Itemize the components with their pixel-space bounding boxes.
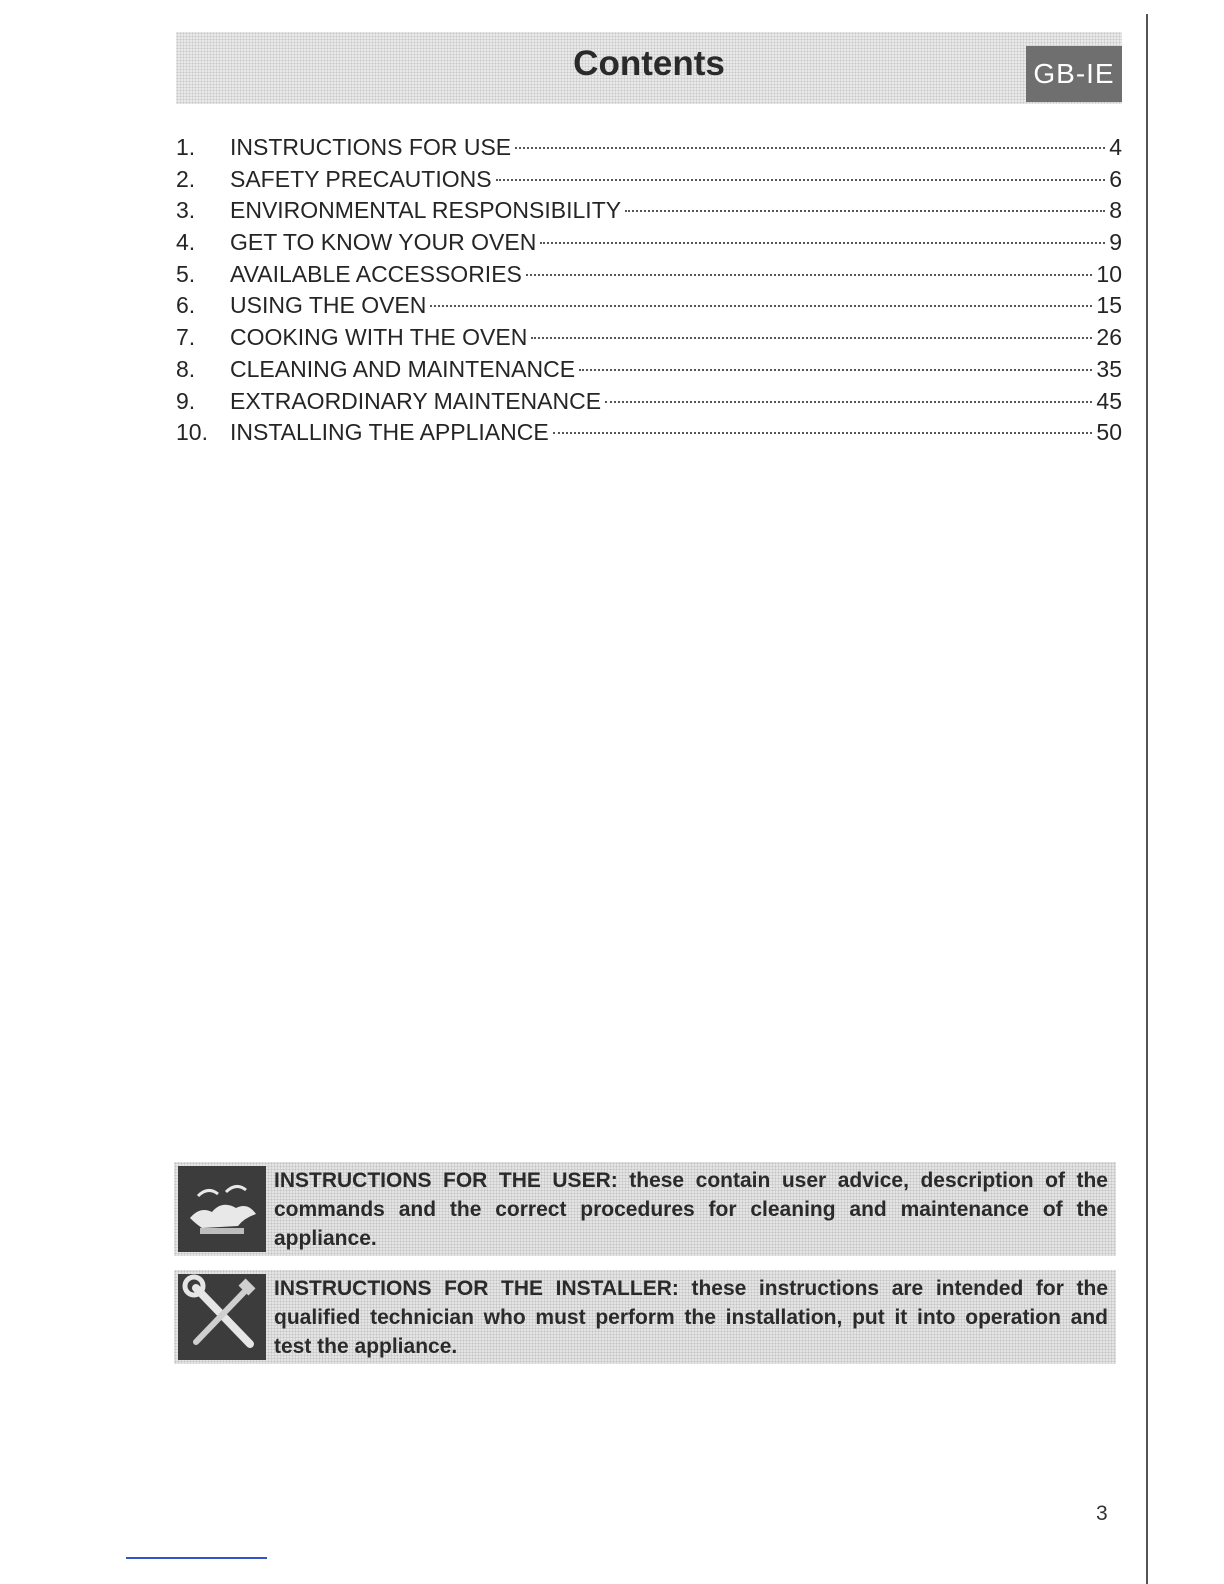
toc-entry-number: 8. — [176, 355, 196, 382]
toc-dot-leader — [553, 432, 1093, 434]
toc-dot-leader — [625, 210, 1105, 212]
contents-header — [176, 32, 1122, 104]
toc-dot-leader — [430, 305, 1092, 307]
footer-link-rule — [126, 1557, 267, 1559]
toc-entry-title: INSTRUCTIONS FOR USE — [230, 134, 512, 160]
toc-entry[interactable] — [176, 386, 1122, 418]
toc-dot-leader — [526, 274, 1093, 276]
toc-entry-title: USING THE OVEN — [230, 292, 427, 319]
toc-dot-leader — [579, 369, 1092, 371]
toc-entry-title: EXTRAORDINARY MAINTENANCE — [230, 387, 602, 414]
toc-entry[interactable] — [176, 164, 1122, 196]
toc-entry-page: 15 — [1096, 292, 1122, 319]
toc-entry-number: 5. — [176, 260, 196, 287]
installer-instructions-text: INSTRUCTIONS FOR THE INSTALLER: these instructions are intended for the qualified technician who must perform the installation, put it into operation and test the appliance. — [274, 1277, 1108, 1358]
user-instructions-text: INSTRUCTIONS FOR THE USER: these contain user advice, description of the commands and the correct procedures for cleaning and maintenance of the appliance. — [274, 1169, 1108, 1250]
toc-entry-title: COOKING WITH THE OVEN — [230, 324, 528, 351]
installer-instructions-note — [174, 1270, 1116, 1364]
toc-dot-leader — [515, 147, 1105, 149]
cooking-pot-icon — [178, 1166, 266, 1252]
toc-entry-page: 9 — [1109, 229, 1122, 256]
page-edge-rule — [1146, 14, 1148, 1584]
toc-entry-title: ENVIRONMENTAL RESPONSIBILITY — [230, 197, 622, 224]
toc-dot-leader — [540, 242, 1105, 244]
toc-entry-title: INSTALLING THE APPLIANCE — [230, 419, 549, 446]
toc-entry[interactable] — [176, 417, 1122, 449]
toc-dot-leader — [605, 401, 1092, 403]
toc-entry[interactable] — [176, 259, 1122, 291]
toc-entry[interactable] — [176, 227, 1122, 259]
toc-entry-page: 50 — [1096, 419, 1122, 446]
toc-entry-page: 6 — [1109, 165, 1122, 192]
toc-entry-number: 6. — [176, 292, 196, 319]
toc-entry-title: AVAILABLE ACCESSORIES — [230, 260, 522, 287]
toc-entry-page: 4 — [1109, 134, 1122, 160]
toc-entry-title: CLEANING AND MAINTENANCE — [230, 355, 576, 382]
toc-entry-title: SAFETY PRECAUTIONS — [230, 165, 492, 192]
toc-dot-leader — [496, 179, 1106, 181]
page-number: 3 — [1096, 1502, 1108, 1525]
user-instructions-note — [174, 1162, 1116, 1256]
toc-entry-page: 8 — [1109, 197, 1122, 224]
toc-entry-number: 3. — [176, 197, 196, 224]
toc-entry-number: 1. — [176, 134, 196, 160]
toc-entry[interactable] — [176, 354, 1122, 386]
toc-entry-number: 2. — [176, 165, 196, 192]
toc-entry[interactable] — [176, 290, 1122, 322]
toc-entry-number: 4. — [176, 229, 196, 256]
wrench-screwdriver-icon — [178, 1274, 266, 1360]
toc-entry-number: 9. — [176, 387, 196, 414]
toc-entry-title: GET TO KNOW YOUR OVEN — [230, 229, 537, 256]
table-of-contents — [176, 132, 1122, 449]
page-title: Contents — [573, 44, 725, 83]
toc-entry-page: 26 — [1096, 324, 1122, 351]
toc-entry[interactable] — [176, 195, 1122, 227]
toc-entry-number: 10. — [176, 419, 208, 446]
language-badge: GB-IE — [1026, 46, 1122, 102]
toc-entry[interactable] — [176, 132, 1122, 164]
toc-entry-page: 35 — [1096, 355, 1122, 382]
toc-entry[interactable] — [176, 322, 1122, 354]
toc-entry-number: 7. — [176, 324, 196, 351]
toc-entry-page: 45 — [1096, 387, 1122, 414]
toc-dot-leader — [531, 337, 1092, 339]
toc-entry-page: 10 — [1096, 260, 1122, 287]
